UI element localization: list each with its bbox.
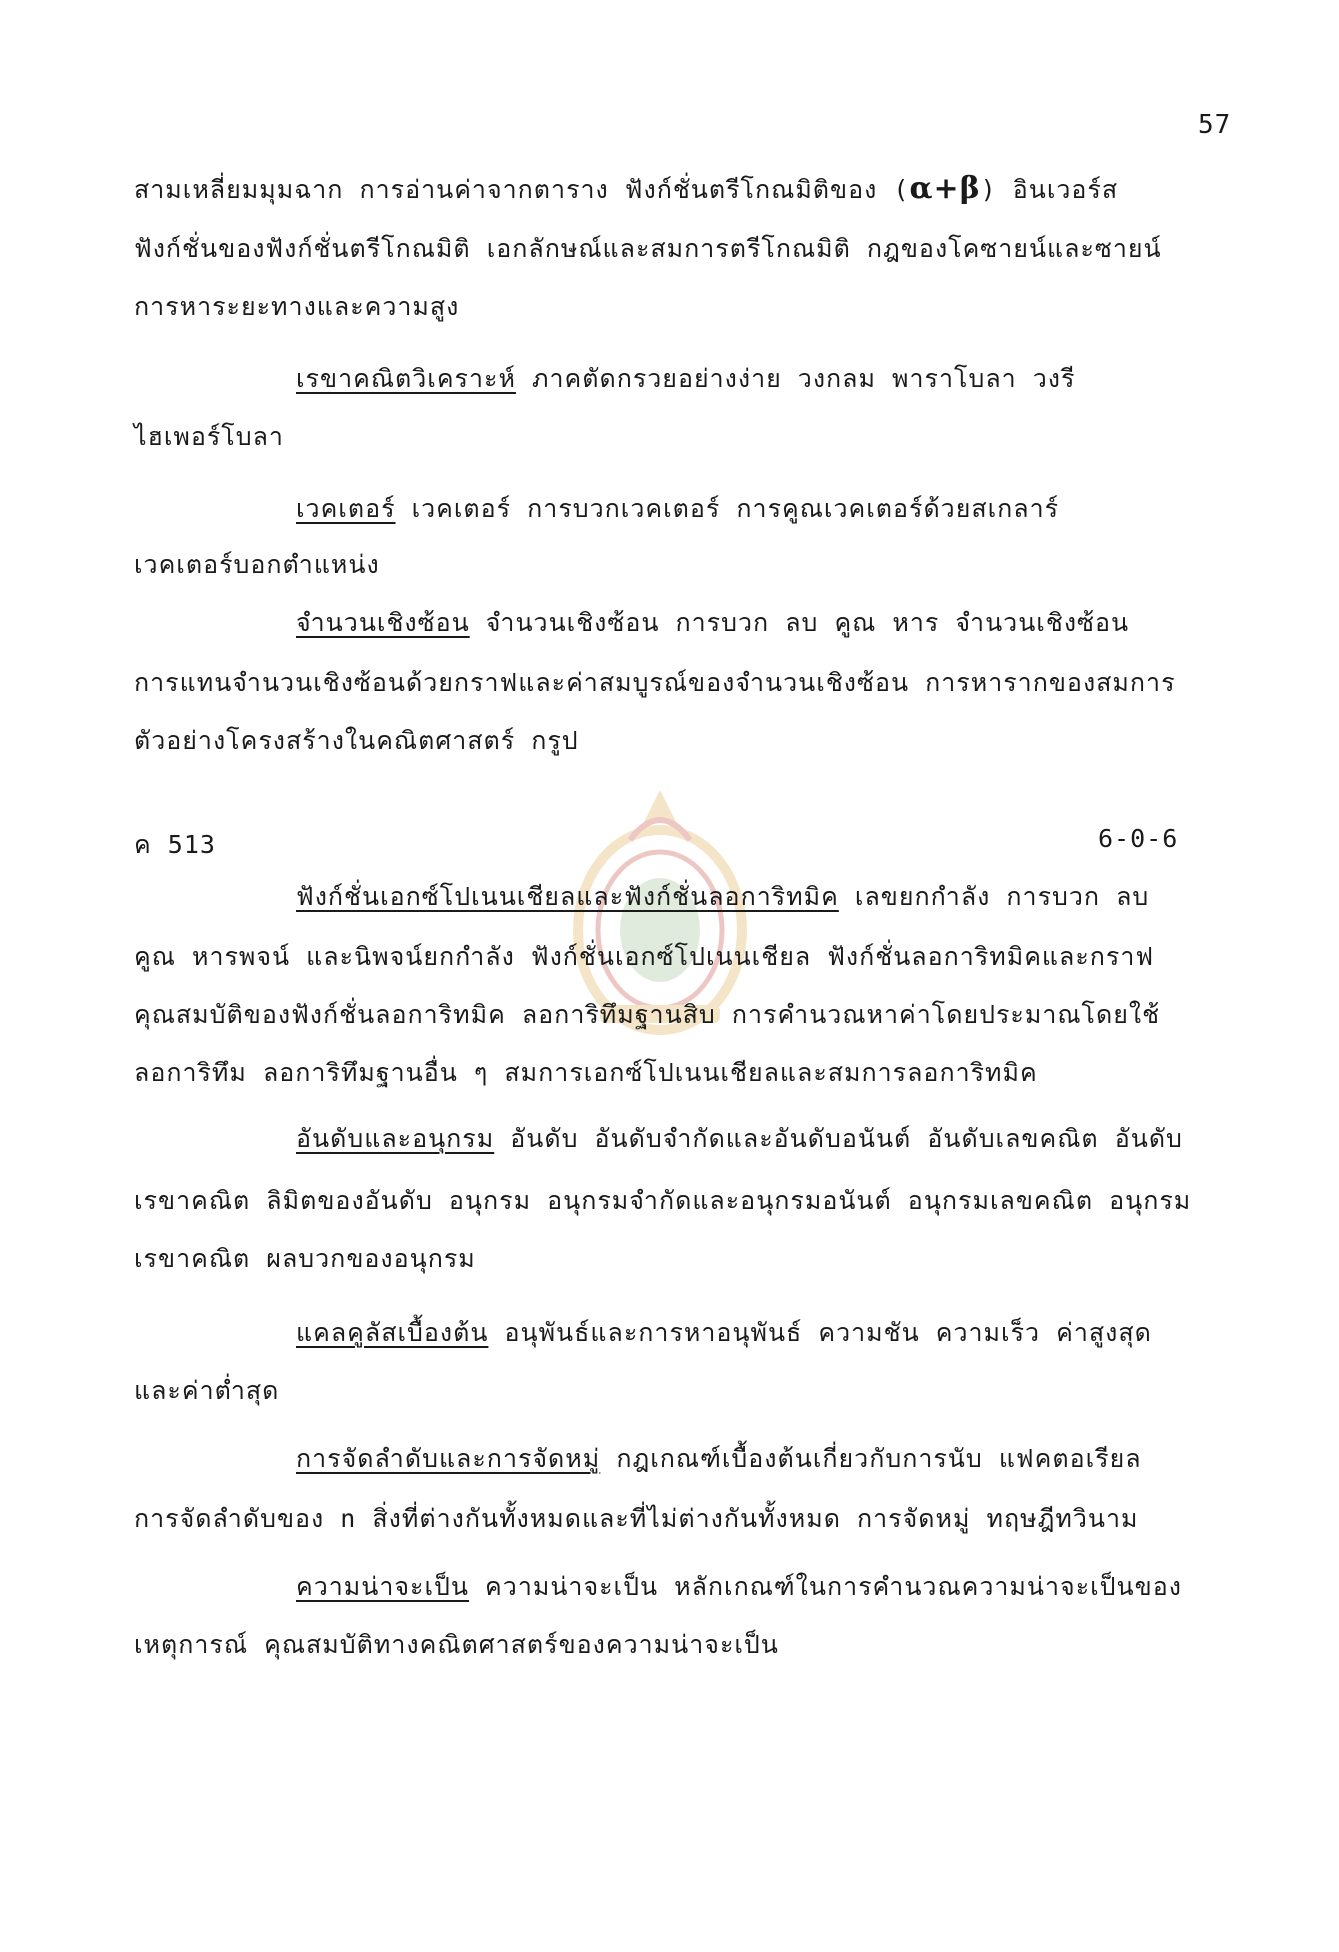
analytic-geometry-line-1 [296, 362, 1075, 396]
intro-line-2: ฟังก์ชั่นของฟังก์ชั่นตรีโกณมิติ เอกลักษณ์และสมการตรีโกณมิติ กฎของโคซายน์และซายน์ [134, 234, 1162, 263]
calculus-text-1: อนุพันธ์และการหาอนุพันธ์ ความชัน ความเร็ว ค่าสูงสุด [488, 1318, 1152, 1347]
analytic-geometry-line-2: ไฮเพอร์โบลา [134, 422, 284, 451]
intro-line-1-post: ) อินเวอร์ส [980, 175, 1119, 204]
combinatorics-line-1 [296, 1442, 1142, 1476]
plus-symbol: + [933, 171, 960, 206]
exp-log-line-3: คุณสมบัติของฟังก์ชั่นลอการิทมิค ลอการิทึมฐานสิบ การคำนวณหาค่าโดยประมาณโดยใช้ [134, 1000, 1161, 1029]
sequences-line-1 [296, 1122, 1183, 1156]
probability-topic: ความน่าจะเป็น [296, 1572, 469, 1601]
complex-numbers-line-1 [296, 606, 1129, 640]
course-code: ค 513 [134, 830, 216, 859]
probability-line-2: เหตุการณ์ คุณสมบัติทางคณิตศาสตร์ของความน่าจะเป็น [134, 1630, 779, 1659]
vectors-text-1: เวคเตอร์ การบวกเวคเตอร์ การคูณเวคเตอร์ด้วยสเกลาร์ [395, 494, 1060, 523]
probability-text-1: ความน่าจะเป็น หลักเกณฑ์ในการคำนวณความน่าจะเป็นของ [469, 1572, 1182, 1601]
beta-symbol: β [959, 171, 981, 206]
analytic-geometry-topic: เรขาคณิตวิเคราะห์ [296, 364, 516, 393]
exp-log-line-2: คูณ หารพจน์ และนิพจน์ยกกำลัง ฟังก์ชั่นเอกซ์โปเนนเชียล ฟังก์ชั่นลอการิทมิคและกราฟ [134, 942, 1155, 971]
combinatorics-text-1: กฎเกณฑ์เบื้องต้นเกี่ยวกับการนับ แฟคตอเรียล [600, 1444, 1142, 1473]
complex-numbers-topic: จำนวนเชิงซ้อน [296, 608, 470, 637]
intro-line-3: การหาระยะทางและความสูง [134, 292, 460, 321]
vectors-line-2: เวคเตอร์บอกตำแหน่ง [134, 550, 380, 579]
combinatorics-topic: การจัดลำดับและการจัดหมู่ [296, 1444, 601, 1473]
exp-log-line-4: ลอการิทึม ลอการิทึมฐานอื่น ๆ สมการเอกซ์โปเนนเชียลและสมการลอการิทมิค [134, 1058, 1038, 1087]
page-number: 57 [1198, 110, 1232, 140]
alpha-symbol: α [909, 171, 934, 206]
intro-line-1 [134, 172, 1118, 207]
exp-log-topic: ฟังก์ชั่นเอกซ์โปเนนเชียลและฟังก์ชั่นลอการิทมิค [296, 882, 839, 911]
vectors-line-1 [296, 492, 1059, 526]
sequences-line-2: เรขาคณิต ลิมิตของอันดับ อนุกรม อนุกรมจำกัดและอนุกรมอนันต์ อนุกรมเลขคณิต อนุกรม [134, 1186, 1192, 1215]
sequences-line-3: เรขาคณิต ผลบวกของอนุกรม [134, 1244, 476, 1273]
analytic-geometry-text-1: ภาคตัดกรวยอย่างง่าย วงกลม พาราโบลา วงรี [515, 364, 1076, 393]
complex-numbers-line-2: การแทนจำนวนเชิงซ้อนด้วยกราฟและค่าสมบูรณ์ของจำนวนเชิงซ้อน การหารากของสมการ [134, 668, 1176, 697]
intro-line-1-pre: สามเหลี่ยมมุมฉาก การอ่านค่าจากตาราง ฟังก์ชั่นตรีโกณมิติของ ( [134, 175, 910, 204]
sequences-text-1: อันดับ อันดับจำกัดและอันดับอนันต์ อันดับเลขคณิต อันดับ [494, 1124, 1183, 1153]
course-credits: 6-0-6 [1098, 824, 1179, 853]
calculus-line-2: และค่าต่ำสุด [134, 1376, 280, 1405]
combinatorics-line-2: การจัดลำดับของ n สิ่งที่ต่างกันทั้งหมดและที่ไม่ต่างกันทั้งหมด การจัดหมู่ ทฤษฎีทวินาม [134, 1504, 1139, 1533]
vectors-topic: เวคเตอร์ [296, 494, 396, 523]
calculus-topic: แคลคูลัสเบื้องต้น [296, 1318, 489, 1347]
complex-numbers-line-3: ตัวอย่างโครงสร้างในคณิตศาสตร์ กรูป [134, 726, 579, 755]
exp-log-text-1: เลขยกกำลัง การบวก ลบ [838, 882, 1150, 911]
exp-log-line-1 [296, 880, 1149, 914]
probability-line-1 [296, 1570, 1182, 1604]
calculus-line-1 [296, 1316, 1152, 1350]
sequences-topic: อันดับและอนุกรม [296, 1124, 495, 1153]
complex-numbers-text-1: จำนวนเชิงซ้อน การบวก ลบ คูณ หาร จำนวนเชิงซ้อน [469, 608, 1130, 637]
